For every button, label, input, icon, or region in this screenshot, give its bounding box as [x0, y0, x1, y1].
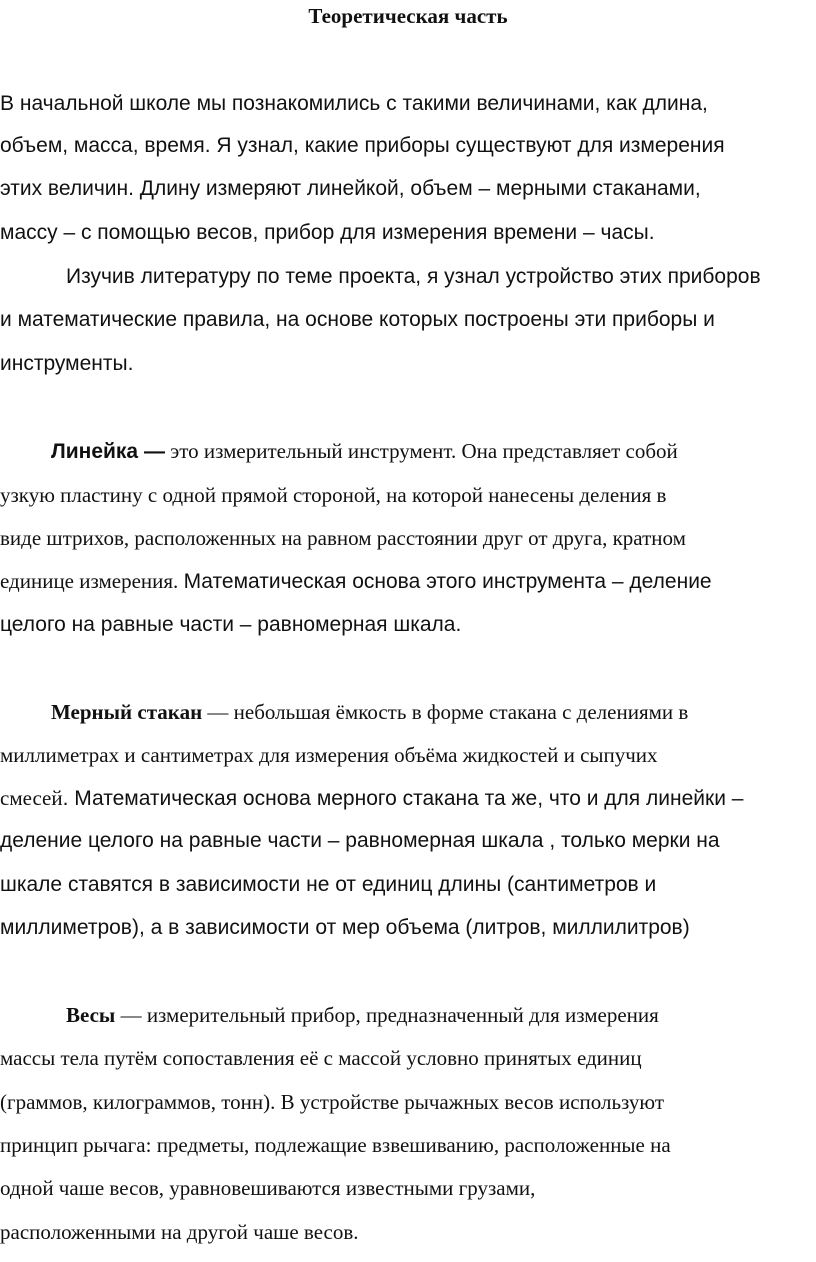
cup-line-6: миллиметров), а в зависимости от мер объема (литров, миллилитров) [0, 916, 690, 939]
cup-line-3-start: смесей [0, 786, 63, 810]
cup-line-4: деление целого на равные части – равномерная шкала , только мерки на [0, 829, 720, 852]
cup-line-5: шкале ставятся в зависимости не от единиц длины (сантиметров и [0, 873, 657, 896]
ruler-line-2: узкую пластину с одной прямой стороной, на которой нанесены деления в [0, 483, 667, 507]
cup-term: Мерный стакан [51, 700, 203, 724]
intro-line-3: этих величин. Длину измеряют линейкой, объем – мерными стаканами, [0, 177, 701, 200]
scales-line-2: массы тела путём сопоставления её с массой условно принятых единиц [0, 1046, 642, 1070]
scales-line-1 [66, 1001, 659, 1029]
cup-line-3 [0, 784, 743, 813]
scales-definition-start: — измерительный прибор, предназначенный для измерения [115, 1003, 659, 1027]
intro-line-2: объем, масса, время. Я узнал, какие приборы существуют для измерения [0, 134, 725, 157]
intro-line-7: инструменты. [0, 352, 134, 375]
scales-line-5: одной чаше весов, уравновешиваются известными грузами, [0, 1176, 536, 1200]
ruler-term: Линейка — [51, 440, 165, 463]
scales-term: Весы [66, 1003, 116, 1027]
scales-line-3: (граммов, килограммов, тонн). В устройстве рычажных весов используют [0, 1090, 664, 1114]
intro-line-4: массу – с помощью весов, прибор для измерения времени – часы. [0, 221, 655, 244]
ruler-line-1 [51, 437, 678, 466]
scales-line-4: принцип рычага: предметы, подлежащие взвешиванию, расположенные на [0, 1133, 671, 1157]
intro-line-5: Изучив литературу по теме проекта, я узнал устройство этих приборов [66, 265, 761, 288]
ruler-line-4 [0, 567, 712, 596]
scales-line-6: расположенными на другой чаше весов. [0, 1220, 359, 1244]
ruler-line-5: целого на равные части – равномерная шкала. [0, 613, 462, 636]
cup-line-3-end: . Математическая основа мерного стакана та же, что и для линейки – [62, 787, 744, 810]
ruler-line-4-end: Математическая основа этого инструмента – деление [183, 570, 712, 593]
ruler-line-4-start: единице измерения. [0, 569, 184, 593]
ruler-definition-start: это измерительный инструмент. Она представляет собой [164, 439, 678, 463]
page-title: Теоретическая часть [308, 4, 508, 28]
intro-line-1: В начальной школе мы познакомились с такими величинами, как длина, [0, 92, 708, 115]
intro-line-6: и математические правила, на основе которых построены эти приборы и [0, 308, 715, 331]
cup-definition-start: — небольшая ёмкость в форме стакана с делениями в [202, 700, 689, 724]
ruler-line-3: виде штрихов, расположенных на равном расстоянии друг от друга, кратном [0, 526, 686, 550]
cup-line-2: миллиметрах и сантиметрах для измерения объёма жидкостей и сыпучих [0, 743, 658, 767]
cup-line-1 [51, 698, 688, 726]
